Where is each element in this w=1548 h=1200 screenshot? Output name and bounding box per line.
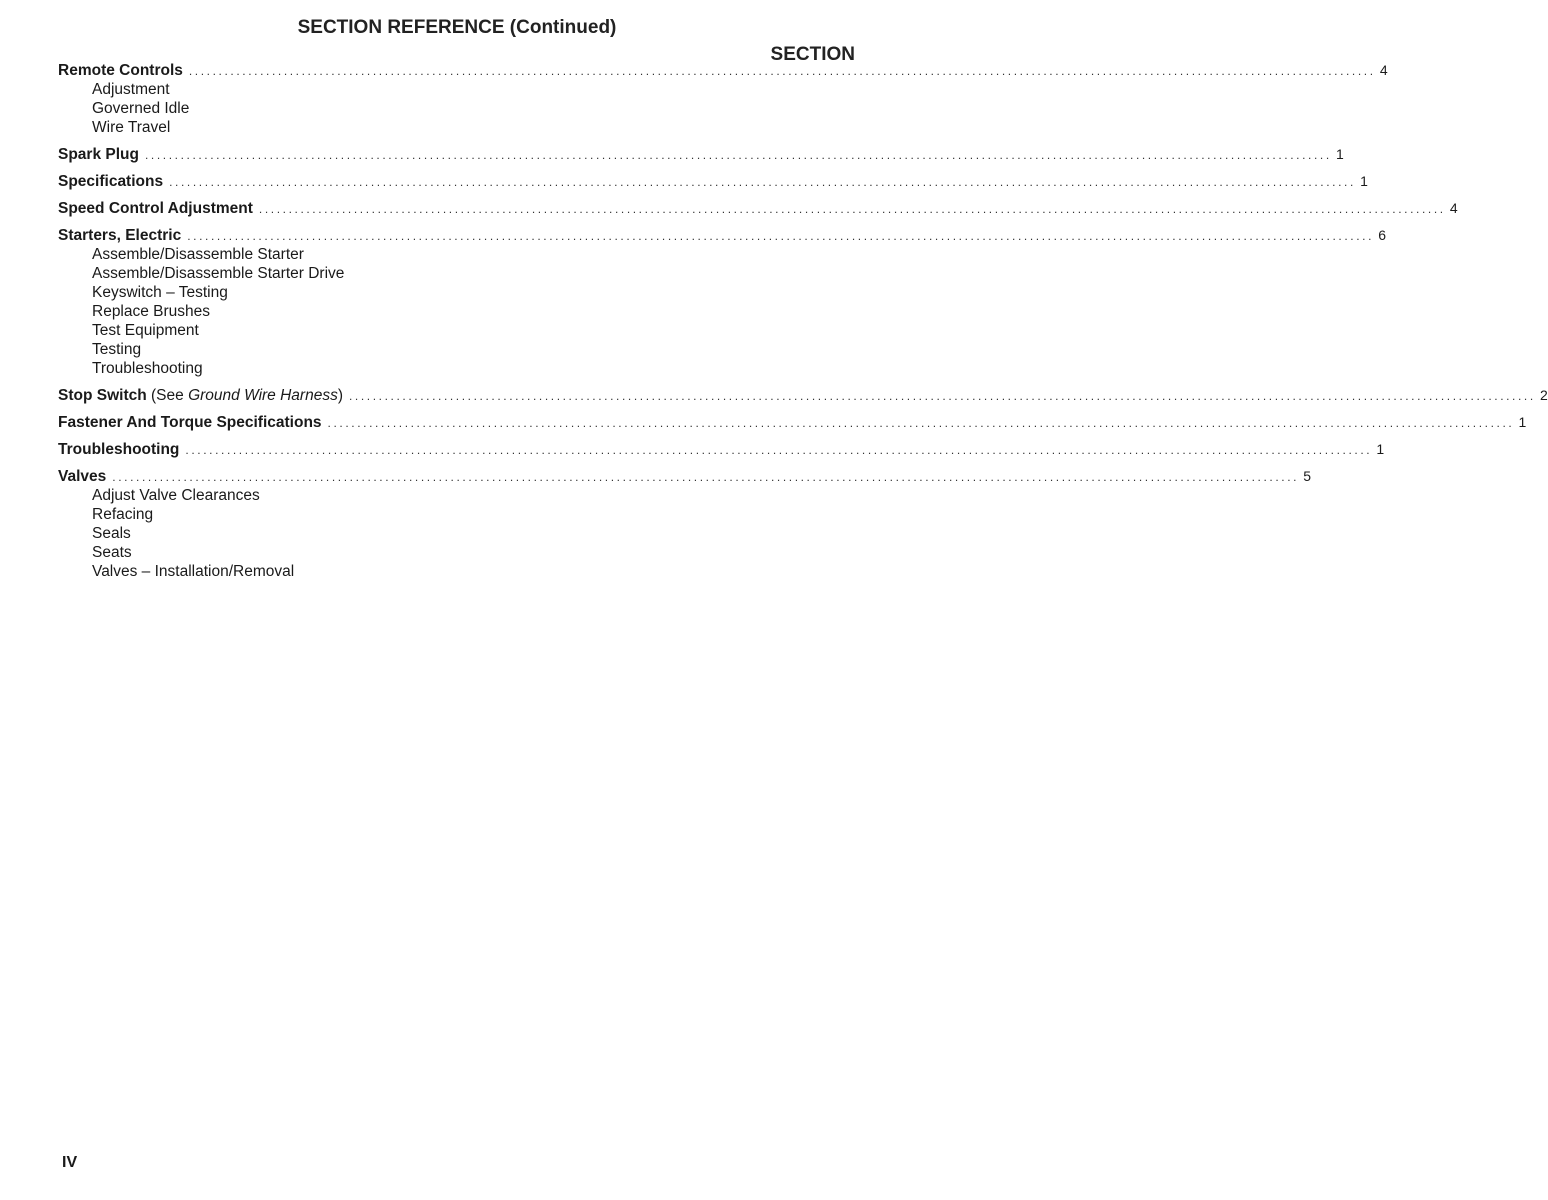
- toc-entry-row[interactable]: [58, 226, 1387, 245]
- toc-section-number: 1: [1360, 173, 1368, 189]
- toc-entry-row[interactable]: [58, 413, 1527, 432]
- page-title: SECTION REFERENCE (Continued): [297, 17, 617, 38]
- toc-subitem[interactable]: Seats: [92, 544, 132, 561]
- toc-entry-title: Specifications: [58, 173, 164, 190]
- toc-note-suffix: ): [337, 387, 343, 404]
- toc-entry-label: [58, 199, 253, 218]
- dot-leader: ........................................................................................................................................................................................................: [188, 64, 1376, 78]
- toc-entry-label: [58, 172, 163, 191]
- section-reference-list: [58, 61, 1548, 589]
- toc-subitem[interactable]: Valves – Installation/Removal: [92, 563, 295, 580]
- dot-leader: ........................................................................................................................................................................................................: [327, 416, 1515, 430]
- toc-entry-label: [58, 413, 322, 432]
- toc-entry: [58, 440, 1385, 459]
- toc-section-number: 1: [1335, 146, 1344, 162]
- toc-subitem[interactable]: Troubleshooting: [92, 360, 203, 377]
- toc-subitem[interactable]: Assemble/Disassemble Starter Drive: [92, 265, 345, 282]
- toc-entry-row[interactable]: [58, 145, 1344, 164]
- toc-entry-row[interactable]: [58, 61, 1388, 80]
- toc-section-number: 6: [1378, 227, 1387, 243]
- toc-entry-label: [58, 61, 183, 80]
- toc-entry: [58, 61, 1388, 137]
- dot-leader: ........................................................................................................................................................................................................: [258, 202, 1446, 216]
- toc-entry-title: Remote Controls: [58, 62, 183, 79]
- toc-entry: [58, 413, 1527, 432]
- toc-note-reference: Ground Wire Harness: [188, 387, 338, 404]
- toc-subitem[interactable]: Testing: [92, 341, 142, 358]
- toc-section-number: 4: [1449, 200, 1458, 216]
- toc-entry-row[interactable]: [58, 440, 1385, 459]
- toc-section-number: 2: [1540, 387, 1548, 403]
- toc-entry-label: [58, 440, 179, 459]
- toc-entry-title: Troubleshooting: [58, 441, 180, 458]
- dot-leader: ........................................................................................................................................................................................................: [187, 229, 1375, 243]
- toc-subitem[interactable]: Wire Travel: [92, 119, 171, 136]
- toc-subitem[interactable]: Refacing: [92, 506, 154, 523]
- toc-entry-title: Fastener And Torque Specifications: [58, 414, 322, 431]
- toc-section-number: 1: [1518, 414, 1527, 430]
- toc-subitem[interactable]: Assemble/Disassemble Starter: [92, 246, 304, 263]
- toc-entry-title: Starters, Electric: [58, 227, 182, 244]
- page-number: IV: [62, 1154, 78, 1171]
- toc-subitem[interactable]: Test Equipment: [92, 322, 199, 339]
- toc-entry-title: Speed Control Adjustment: [58, 200, 253, 217]
- toc-entry-row[interactable]: [58, 199, 1458, 218]
- toc-entry-row[interactable]: [58, 467, 1312, 486]
- toc-entry: [58, 172, 1368, 191]
- toc-subitem[interactable]: Adjustment: [92, 81, 170, 98]
- dot-leader: ........................................................................................................................................................................................................: [185, 443, 1373, 457]
- toc-entry-row[interactable]: [58, 386, 1548, 405]
- toc-entry-label: [58, 226, 181, 245]
- toc-entry: [58, 226, 1387, 378]
- toc-entry: [58, 199, 1458, 218]
- toc-entry-label: [58, 467, 106, 486]
- toc-subitem[interactable]: Replace Brushes: [92, 303, 211, 320]
- toc-note-prefix: (See: [151, 387, 189, 404]
- toc-entry-title: Stop Switch: [58, 387, 147, 404]
- toc-subitem[interactable]: Keyswitch – Testing: [92, 284, 228, 301]
- toc-section-number: 5: [1303, 468, 1312, 484]
- toc-entry: [58, 386, 1548, 405]
- section-column-heading: SECTION: [770, 44, 855, 65]
- toc-section-number: 1: [1376, 441, 1385, 457]
- toc-entry-label: [58, 145, 139, 164]
- toc-subitem[interactable]: Governed Idle: [92, 100, 190, 117]
- toc-subitem[interactable]: Adjust Valve Clearances: [92, 487, 260, 504]
- toc-entry: [58, 145, 1344, 164]
- toc-subitem[interactable]: Seals: [92, 525, 131, 542]
- dot-leader: ........................................................................................................................................................................................................: [169, 175, 1356, 189]
- dot-leader: ........................................................................................................................................................................................................: [144, 148, 1332, 162]
- toc-entry-title: Valves: [58, 468, 107, 485]
- dot-leader: ........................................................................................................................................................................................................: [349, 389, 1536, 403]
- toc-entry: [58, 467, 1312, 581]
- toc-entry-label: [58, 386, 343, 405]
- toc-section-number: 4: [1379, 62, 1388, 78]
- toc-entry-row[interactable]: [58, 172, 1368, 191]
- dot-leader: ........................................................................................................................................................................................................: [112, 470, 1300, 484]
- toc-entry-title: Spark Plug: [58, 146, 139, 163]
